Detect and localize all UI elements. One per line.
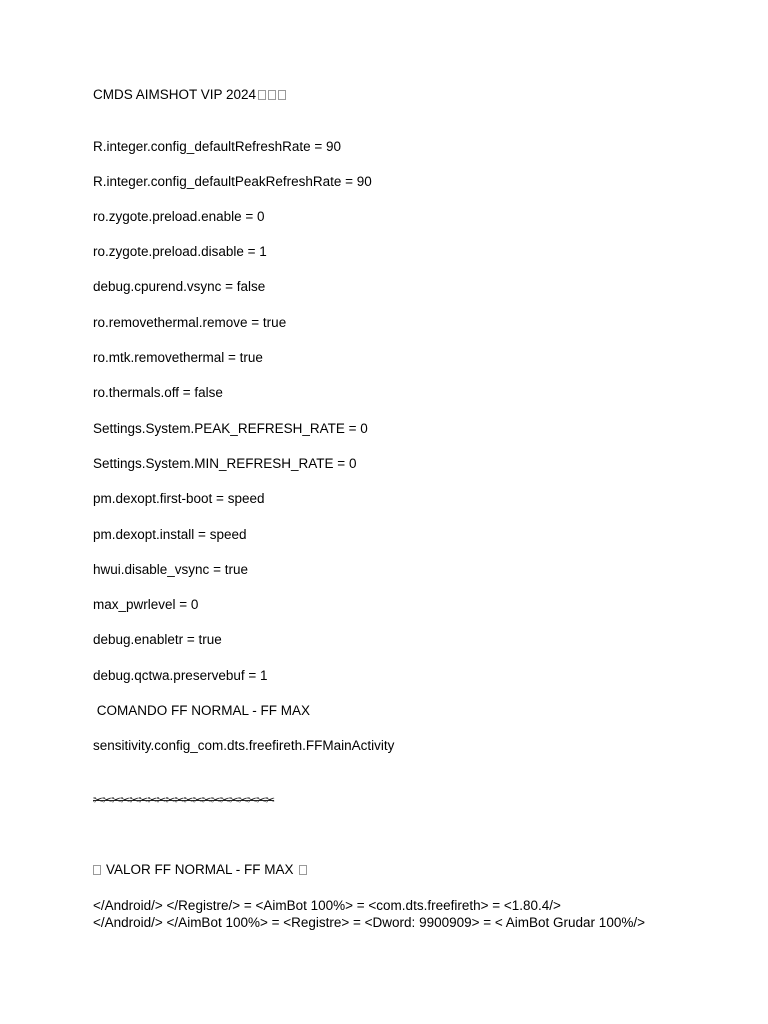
command-line: Settings.System.MIN_REFRESH_RATE = 0 <box>93 456 357 471</box>
section-heading-valor-text: VALOR FF NORMAL - FF MAX <box>106 862 294 877</box>
command-line: hwui.disable_vsync = true <box>93 562 248 577</box>
command-line: pm.dexopt.install = speed <box>93 527 247 542</box>
missing-glyph-icon <box>93 865 101 875</box>
value-line: </Android/> </Registre/> = <AimBot 100%> = <com.dts.freefireth> = <1.80.4/> <box>93 898 561 913</box>
missing-glyph-icon <box>268 90 276 100</box>
command-line: debug.qctwa.preservebuf = 1 <box>93 668 268 683</box>
document-title-text: CMDS AIMSHOT VIP 2024 <box>93 87 257 102</box>
section-heading-valor <box>93 861 307 879</box>
missing-glyph-icon <box>258 90 266 100</box>
command-line: ro.removethermal.remove = true <box>93 315 287 330</box>
missing-glyph-icon <box>278 90 286 100</box>
command-line: ro.zygote.preload.disable = 1 <box>93 244 267 259</box>
command-line: ro.thermals.off = false <box>93 385 223 400</box>
command-line: ro.mtk.removethermal = true <box>93 350 263 365</box>
command-line: R.integer.config_defaultPeakRefreshRate = 90 <box>93 174 372 189</box>
command-line: pm.dexopt.first-boot = speed <box>93 491 265 506</box>
section-heading-comando: COMANDO FF NORMAL - FF MAX <box>93 703 310 718</box>
missing-glyph-icon <box>299 865 307 875</box>
command-line: Settings.System.PEAK_REFRESH_RATE = 0 <box>93 421 368 436</box>
command-line: max_pwrlevel = 0 <box>93 597 199 612</box>
document-title <box>93 86 286 104</box>
command-line: R.integer.config_defaultRefreshRate = 90 <box>93 139 342 154</box>
sensitivity-line: sensitivity.config_com.dts.freefireth.FFMainActivity <box>93 738 395 753</box>
scissors-divider: ✂✂✂✂✂✂✂✂✂✂✂✂✂✂✂✂✂✂✂✂ <box>93 793 275 807</box>
command-line: ro.zygote.preload.enable = 0 <box>93 209 265 224</box>
command-line: debug.enabletr = true <box>93 632 222 647</box>
value-line: </Android/> </AimBot 100%> = <Registre> = <Dword: 9900909> = < AimBot Grudar 100%/> <box>93 915 645 930</box>
command-line: debug.cpurend.vsync = false <box>93 279 266 294</box>
